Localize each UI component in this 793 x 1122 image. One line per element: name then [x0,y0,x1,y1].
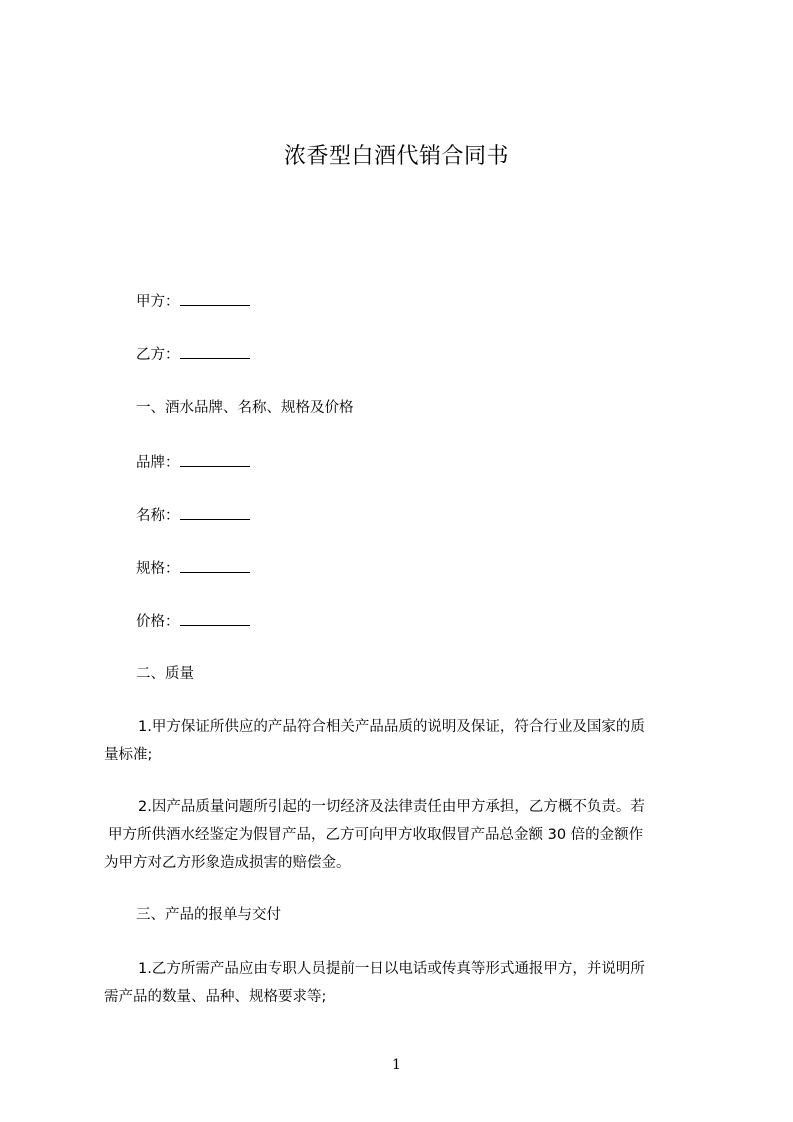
quality-item-1 [104,713,700,769]
quality-item-2-line-2: 甲方所供酒水经鉴定为假冒产品，乙方可向甲方收取假冒产品总金额 30 倍的金额作 [108,827,644,843]
delivery-item-1 [104,955,700,1011]
party-b-blank [180,344,250,359]
spec-line [104,558,728,579]
delivery-item-1-line-2: 需产品的数量、品种、规格要求等; [104,989,327,1005]
name-line [104,505,728,526]
party-b-line [104,344,728,365]
section-1-heading: 一、酒水品牌、名称、规格及价格 [136,400,354,416]
party-a-line [104,291,728,312]
quality-item-1-line-2: 量标准; [104,747,153,763]
party-a-blank [180,291,250,306]
quality-item-2-line-3: 为甲方对乙方形象造成损害的赔偿金。 [104,855,351,871]
quality-item-2-line-1: 2.因产品质量问题所引起的一切经济及法律责任由甲方承担，乙方概不负责。若 [138,799,645,815]
party-a-label: 甲方： [136,294,180,310]
page-number: 1 [392,1057,401,1073]
party-b-label: 乙方： [136,347,180,363]
brand-label: 品牌： [136,455,180,471]
quality-item-1-line-1: 1.甲方保证所供应的产品符合相关产品品质的说明及保证，符合行业及国家的质 [138,719,645,735]
price-blank [180,611,250,626]
section-2-heading: 二、质量 [136,666,194,682]
price-line [104,611,728,632]
price-label: 价格： [136,614,180,630]
name-blank [180,505,250,520]
quality-item-2 [104,793,700,877]
delivery-item-1-line-1: 1.乙方所需产品应由专职人员提前一日以电话或传真等形式通报甲方，并说明所 [138,961,645,977]
name-label: 名称： [136,508,180,524]
brand-blank [180,452,250,467]
document-title: 浓香型白酒代销合同书 [283,144,509,169]
spec-label: 规格： [136,561,180,577]
brand-line [104,452,728,473]
section-3-heading: 三、产品的报单与交付 [136,907,281,923]
spec-blank [180,558,250,573]
